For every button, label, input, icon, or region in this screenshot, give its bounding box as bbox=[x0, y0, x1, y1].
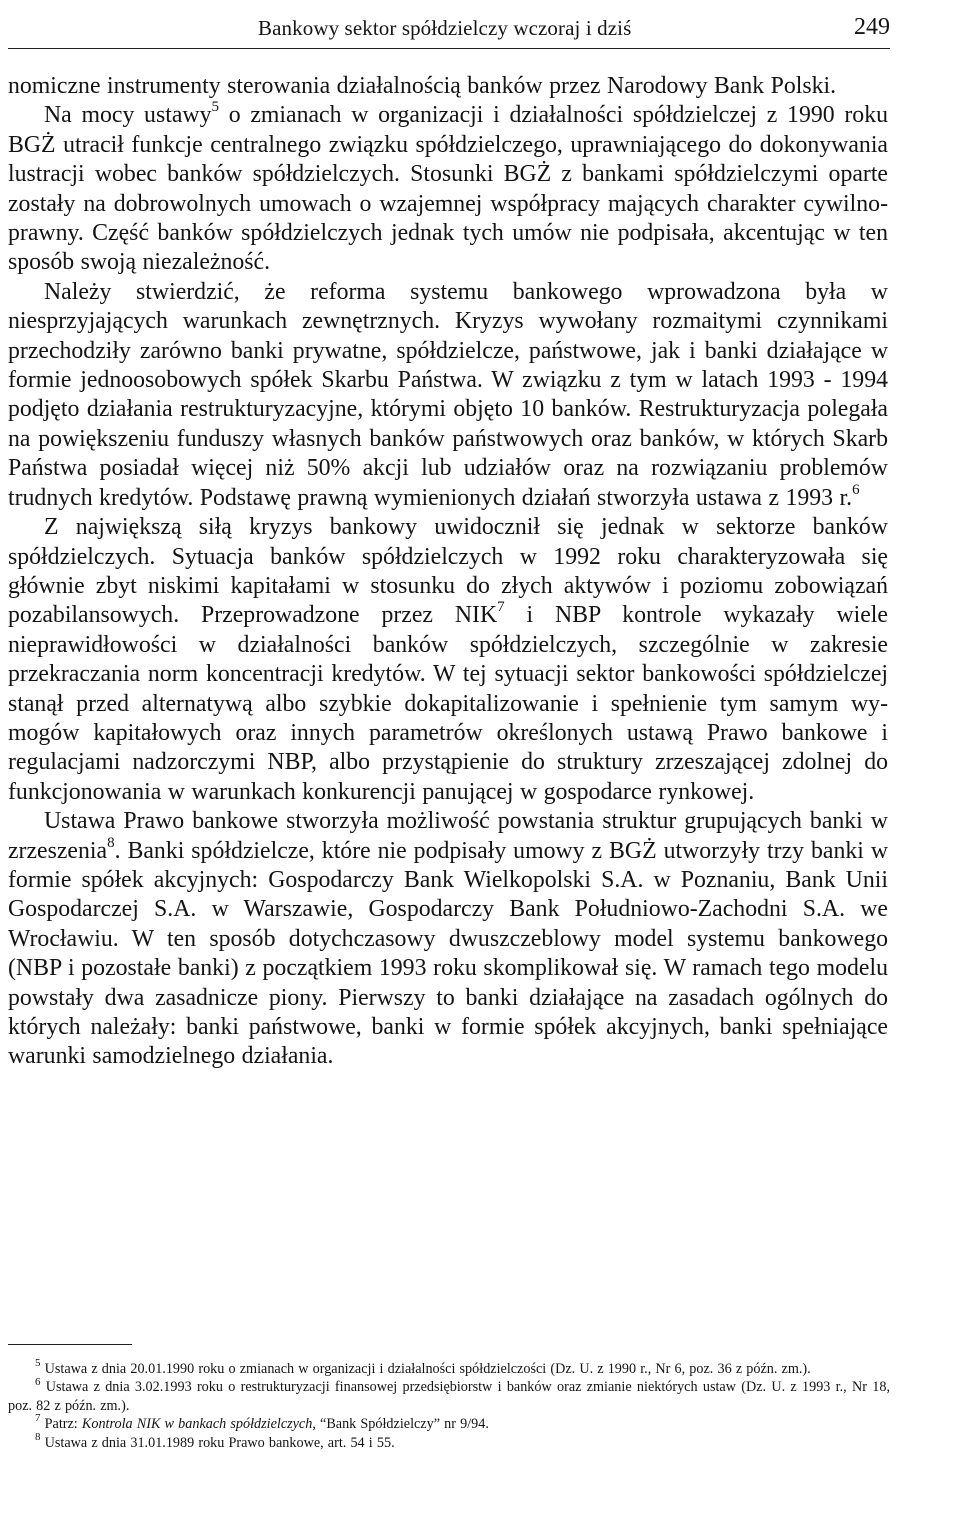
paragraph-3 bbox=[8, 278, 888, 513]
paragraph-5-text-a: Ustawa Prawo bankowe stworzyła możliwość powstania struktur grupujących banki w zrzeszenia bbox=[8, 808, 888, 864]
footnote-8 bbox=[8, 1430, 890, 1452]
paragraph-1-text: nomiczne instrumenty sterowania działalnością banków przez Narodowy Bank Polski. bbox=[8, 73, 837, 99]
paragraph-5 bbox=[8, 807, 888, 1072]
footnote-7 bbox=[8, 1412, 890, 1433]
footnotes bbox=[8, 1357, 890, 1452]
page-number: 249 bbox=[854, 14, 890, 40]
footnote-rule bbox=[8, 1344, 132, 1345]
paragraph-4 bbox=[8, 513, 888, 807]
paragraph-1 bbox=[8, 72, 888, 101]
footnote-8-text: Ustawa z dnia 31.01.1989 roku Prawo bankowe, art. 54 i 55. bbox=[40, 1434, 395, 1451]
footnote-6 bbox=[8, 1375, 890, 1415]
footnote-5-number: 5 bbox=[35, 1357, 41, 1370]
footnote-8-number: 8 bbox=[35, 1430, 41, 1443]
footnote-ref-7: 7 bbox=[497, 599, 505, 616]
paragraph-4-text-a: Z największą siłą kryzys bankowy uwidocznił się jednak w sektorze banków spółdzielczych. Sytuacja banków spółdzielczych w 1992 roku charakteryzowała się głównie zbyt niskimi kapitałami w stosunku do złych aktywów i poziomu zobowiązań pozabilansowych. Przeprowadzone przez NIK bbox=[8, 514, 888, 629]
footnote-ref-6: 6 bbox=[852, 481, 860, 498]
footnote-6-number: 6 bbox=[35, 1375, 41, 1388]
running-header bbox=[8, 14, 890, 44]
footnote-ref-8: 8 bbox=[107, 834, 115, 851]
paragraph-4-text-b: i NBP kontrole wykazały wiele nieprawidłowości w działalności banków spółdzielczych, szczególnie w zakresie przekraczania norm koncentracji kredytów. W tej sytuacji sektor bankowości spółdzielczej stanął przed alternatywą albo szybkie dokapitalizowanie i spełnienie tym samym wymogów kapitałowych oraz innych parametrów określonych ustawą Prawo bankowe i regulacjami nadzorczymi NBP, albo przystąpienie do struktury zrzeszającej zdolnej do funkcjonowania w warunkach konkurencji panującej w gospodarce rynkowej. bbox=[8, 602, 888, 805]
footnote-7-title: Kontrola NIK w bankach spółdzielczych, bbox=[81, 1416, 316, 1433]
footnote-7-suffix: “Bank Spółdzielczy” nr 9/94. bbox=[315, 1416, 489, 1433]
footnote-ref-5: 5 bbox=[211, 99, 219, 116]
paragraph-2 bbox=[8, 101, 888, 277]
paragraph-5-text-b: . Banki spółdzielcze, które nie podpisały umowy z BGŻ utworzyły trzy banki w formie spółek akcyjnych: Gospodarczy Bank Wielkopolski S.A. w Poznaniu, Bank Unii Gospodarczej S.A. w Warszawie, Gospodarczy Bank Południowo-Zachodni S.A. we Wrocławiu. W ten sposób dotychczasowy dwuszczeblowy model systemu bankowego (NBP i pozostałe banki) z początkiem 1993 roku skomplikował się. W ramach tego modelu powstały dwa zasadnicze piony. Pierwszy to banki działające na zasadach ogólnych do których należały: banki państwowe, banki w formie spółek akcyjnych, banki spełniające warunki samodzielnego działania. bbox=[8, 837, 888, 1070]
header-rule bbox=[8, 48, 890, 49]
footnote-5-text: Ustawa z dnia 20.01.1990 roku o zmianach w organizacji i działalności spółdzielczości (Dz. U. z 1990 r., Nr 6, poz. 36 z późn. zm.). bbox=[40, 1361, 811, 1377]
body-text bbox=[8, 72, 888, 1072]
paragraph-3-text: Należy stwierdzić, że reforma systemu bankowego wprowadzona była w niesprzyjających warunkach zewnętrznych. Kryzys wywołany rozmaitymi czynnikami przechodziły zarówno banki prywatne, spółdzielcze, państwowe, jak i banki działające w formie jednoosobowych spółek Skarbu Państwa. W związku z tym w latach 1993 - 1994 podjęto działania restrukturyzacyjne, którymi objęto 10 banków. Restrukturyzacja polegała na powiększeniu funduszy własnych banków państwowych oraz banków, w których Skarb Państwa posiadał więcej niż 50% akcji lub udziałów oraz na rozwiązaniu problemów trudnych kredytów. Podstawę prawną wymienionych działań stworzyła ustawa z 1993 r. bbox=[8, 278, 888, 511]
footnote-7-number: 7 bbox=[35, 1412, 41, 1425]
footnote-5 bbox=[8, 1357, 890, 1378]
footnote-6-text: Ustawa z dnia 3.02.1993 roku o restrukturyzacji finansowej przedsiębiorstw i banków oraz zmianie niektórych ustaw (Dz. U. z 1993 r., Nr 18, poz. 82 z późn. zm.). bbox=[8, 1379, 890, 1414]
paragraph-2-text-b: o zmianach w organizacji i działalności spółdzielczej z 1990 roku BGŻ utracił funkcje centralnego związku spółdzielczego, uprawniającego do dokonywania lustracji wobec banków spółdzielczych. Stosunki BGŻ z bankami spółdzielczymi oparte zostały na dobrowolnych umowach o wzajemnej współpracy mających charakter cywilno-prawny. Część banków spółdzielczych jednak tych umów nie podpisała, akcentując w ten sposób swoją niezależność. bbox=[8, 102, 888, 276]
footnote-7-prefix: Patrz: bbox=[40, 1416, 82, 1433]
paragraph-2-text-a: Na mocy ustawy bbox=[44, 102, 212, 129]
running-title: Bankowy sektor spółdzielczy wczoraj i dziś bbox=[258, 16, 632, 40]
